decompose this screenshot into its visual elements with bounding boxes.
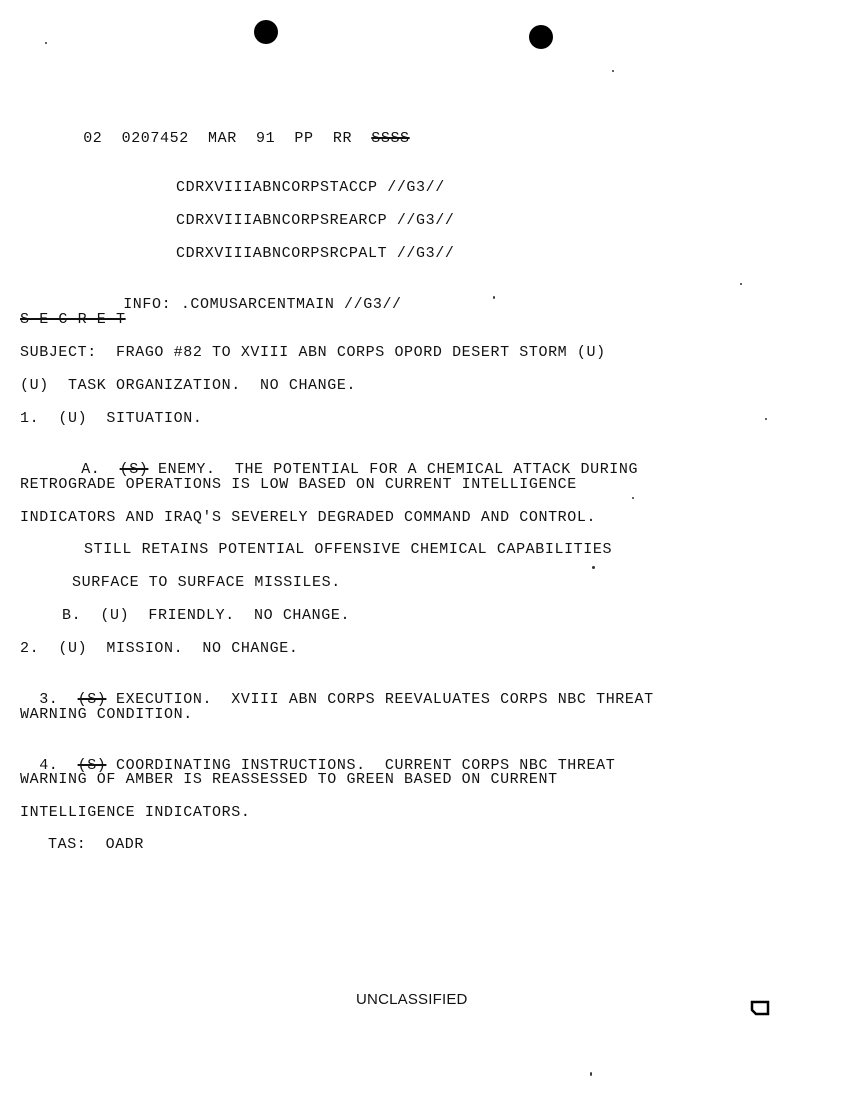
section-1a-line-5: SURFACE TO SURFACE MISSILES.	[72, 574, 341, 591]
scan-speck	[493, 296, 495, 299]
section-1a-line-1	[62, 443, 638, 479]
section-2: 2. (U) MISSION. NO CHANGE.	[20, 640, 299, 657]
section-3-line-1	[20, 673, 654, 709]
section-4-prefix: 4.	[39, 757, 59, 774]
scan-speck	[632, 497, 634, 499]
section-3-line-2: WARNING CONDITION.	[20, 706, 193, 723]
punch-hole-left	[254, 20, 278, 44]
info-label: INFO:	[123, 296, 172, 313]
footer-classification: UNCLASSIFIED	[356, 991, 468, 1008]
section-4-text: COORDINATING INSTRUCTIONS. CURRENT CORPS NBC THREAT	[116, 757, 616, 774]
task-organization: (U) TASK ORGANIZATION. NO CHANGE.	[20, 377, 357, 394]
struck-routing-code: SSSS	[371, 130, 410, 147]
page-corner-icon	[750, 1000, 770, 1016]
section-1a-mark: (S)	[119, 461, 149, 478]
addressee-2: CDRXVIIIABNCORPSREARCP //G3//	[176, 212, 455, 229]
section-1a-line-2: RETROGRADE OPERATIONS IS LOW BASED ON CURRENT INTELLIGENCE	[20, 476, 577, 493]
declassification-line: TAS: OADR	[48, 836, 145, 853]
section-4-mark: (S)	[77, 757, 107, 774]
scan-speck	[45, 42, 47, 44]
section-3-prefix: 3.	[39, 691, 59, 708]
info-line	[104, 278, 402, 314]
classification-struck: S-E-C-R-E-T	[20, 311, 126, 328]
section-1a-line-4: STILL RETAINS POTENTIAL OFFENSIVE CHEMICAL CAPABILITIES	[84, 541, 613, 558]
scan-speck	[740, 283, 742, 285]
section-3-mark: (S)	[77, 691, 107, 708]
addressee-3: CDRXVIIIABNCORPSRCPALT //G3//	[176, 245, 455, 262]
subject-line: SUBJECT: FRAGO #82 TO XVIII ABN CORPS OPORD DESERT STORM (U)	[20, 344, 606, 361]
section-1b: B. (U) FRIENDLY. NO CHANGE.	[62, 607, 351, 624]
scan-speck	[612, 70, 614, 72]
addressee-1: CDRXVIIIABNCORPSTACCP //G3//	[176, 179, 445, 196]
section-4-line-2: WARNING OF AMBER IS REASSESSED TO GREEN BASED ON CURRENT	[20, 771, 558, 788]
section-1a-prefix: A.	[81, 461, 101, 478]
scan-speck	[765, 418, 767, 420]
section-1-heading: 1. (U) SITUATION.	[20, 410, 203, 427]
section-4-line-3: INTELLIGENCE INDICATORS.	[20, 804, 251, 821]
section-4-line-1	[20, 739, 615, 775]
section-1a-line-3: INDICATORS AND IRAQ'S SEVERELY DEGRADED COMMAND AND CONTROL.	[20, 509, 597, 526]
punch-hole-right	[529, 25, 553, 49]
dtg-line	[64, 112, 410, 148]
scan-speck	[592, 566, 595, 569]
dtg-text: 02 0207452 MAR 91 PP RR	[83, 130, 353, 147]
section-3-text: EXECUTION. XVIII ABN CORPS REEVALUATES CORPS NBC THREAT	[116, 691, 654, 708]
scan-speck	[590, 1072, 592, 1076]
section-1a-text: ENEMY. THE POTENTIAL FOR A CHEMICAL ATTACK DURING	[158, 461, 639, 478]
info-value: .COMUSARCENTMAIN //G3//	[180, 296, 402, 313]
